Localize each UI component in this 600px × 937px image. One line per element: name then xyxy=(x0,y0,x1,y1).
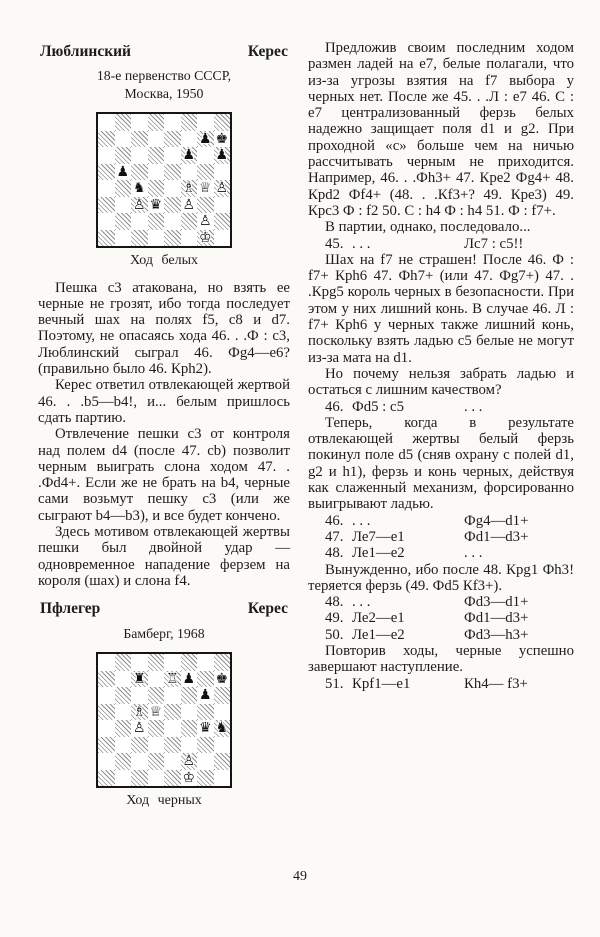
chess-piece-wp: ♙ xyxy=(182,196,196,213)
board-square-h6 xyxy=(214,687,231,704)
game1-chessboard xyxy=(96,112,232,248)
board-square-d6 xyxy=(148,147,165,164)
black-move: Лс7 : с5!! xyxy=(464,235,524,252)
board-square-d2 xyxy=(148,753,165,770)
game1-header xyxy=(40,44,288,60)
chess-piece-wb: ♗ xyxy=(132,703,146,720)
board-square-d7 xyxy=(148,671,165,688)
white-move: Ле1—е2 xyxy=(352,545,405,562)
board-square-g7 xyxy=(197,671,214,688)
board-square-g1 xyxy=(197,230,214,247)
move-number: 49. xyxy=(325,610,344,627)
board-square-a4 xyxy=(98,720,115,737)
chess-piece-bp: ♟ xyxy=(182,147,196,164)
white-move: Ле7—е1 xyxy=(352,528,405,545)
board-square-f2 xyxy=(181,753,198,770)
board-square-h2 xyxy=(214,213,231,230)
left-column-text xyxy=(38,280,290,590)
board-square-g1 xyxy=(197,770,214,787)
board-square-c8 xyxy=(131,114,148,131)
move-line xyxy=(308,529,574,545)
board-square-g3 xyxy=(197,737,214,754)
board-square-b7 xyxy=(115,131,132,148)
board-square-e4 xyxy=(164,720,181,737)
board-square-c3 xyxy=(131,737,148,754)
board-square-f6 xyxy=(181,687,198,704)
game1-event xyxy=(38,67,290,102)
board-square-e6 xyxy=(164,687,181,704)
move-number: 48. xyxy=(325,545,344,562)
board-square-d5 xyxy=(148,704,165,721)
paragraph: Шах на f7 не страшен! После 46. Ф : f7+ Крh6 47. Фh7+ (или 47. Фg7+) 47. . .Крg5 король черных в безопасности. При этом у них лишний конь. В случае 46. Л : f7+ Крh6 у черных также лишний конь, поскольку взять ладью с5 белые не могут из-за мата на d1. xyxy=(308,251,574,366)
board-square-h1 xyxy=(214,230,231,247)
board-square-d8 xyxy=(148,654,165,671)
move-number: 46. xyxy=(325,512,344,529)
right-column xyxy=(308,40,574,809)
board-square-f2 xyxy=(181,213,198,230)
board-square-h5 xyxy=(214,704,231,721)
chess-piece-wp: ♙ xyxy=(182,753,196,770)
board-square-b4 xyxy=(115,180,132,197)
board-square-a2 xyxy=(98,213,115,230)
chess-piece-bp: ♟ xyxy=(198,130,212,147)
move-line xyxy=(308,594,574,610)
board-square-f7 xyxy=(181,671,198,688)
game2-section xyxy=(38,601,290,809)
game1-section xyxy=(38,44,290,270)
chess-piece-wr: ♖ xyxy=(165,670,179,687)
white-move: . . . xyxy=(352,594,371,611)
board-square-a8 xyxy=(98,654,115,671)
board-square-a7 xyxy=(98,671,115,688)
board-square-b2 xyxy=(115,213,132,230)
white-move: Фd5 : с5 xyxy=(352,398,404,415)
board-square-b5 xyxy=(115,704,132,721)
board-square-h3 xyxy=(214,737,231,754)
board-square-g6 xyxy=(197,147,214,164)
game2-white-player: Пфлегер xyxy=(40,600,101,618)
board-square-b1 xyxy=(115,770,132,787)
board-square-e6 xyxy=(164,147,181,164)
white-move: Крf1—е1 xyxy=(352,675,411,692)
board-square-b4 xyxy=(115,720,132,737)
board-square-e2 xyxy=(164,753,181,770)
board-square-b8 xyxy=(115,114,132,131)
board-square-b7 xyxy=(115,671,132,688)
chess-piece-wq: ♕ xyxy=(198,180,212,197)
board-square-c7 xyxy=(131,131,148,148)
paragraph: Пешка с3 атакована, но взять ее черные не грозят, ибо тогда последует вечный шах на полях f5, с8 и d7. Поэтому, не опасаясь хода 46. . .Ф : с3, Люблинский сыграл 46. Фg4—е6? (правильно было 46. Крh2). xyxy=(38,279,290,378)
board-square-d6 xyxy=(148,687,165,704)
board-square-c1 xyxy=(131,770,148,787)
board-square-h3 xyxy=(214,197,231,214)
board-square-e4 xyxy=(164,180,181,197)
board-square-e1 xyxy=(164,770,181,787)
board-square-g8 xyxy=(197,114,214,131)
board-square-g4 xyxy=(197,720,214,737)
board-square-b6 xyxy=(115,687,132,704)
move-line xyxy=(308,676,574,692)
event-line: Бамберг, 1968 xyxy=(123,625,205,641)
board-square-a6 xyxy=(98,687,115,704)
board-square-a3 xyxy=(98,737,115,754)
board-square-h4 xyxy=(214,180,231,197)
game2-black-player: Керес xyxy=(247,600,288,618)
board-square-g6 xyxy=(197,687,214,704)
chess-piece-wk: ♔ xyxy=(182,769,196,786)
page-number: 49 xyxy=(293,869,307,884)
left-column xyxy=(38,40,290,809)
white-move: . . . xyxy=(352,512,371,529)
board-square-f7 xyxy=(181,131,198,148)
board-square-b3 xyxy=(115,197,132,214)
black-move: Фd1—d3+ xyxy=(464,528,529,545)
black-move: . . . xyxy=(464,398,483,415)
chess-piece-bk: ♚ xyxy=(215,130,229,147)
board-square-a5 xyxy=(98,704,115,721)
board-square-f3 xyxy=(181,197,198,214)
board-square-h8 xyxy=(214,654,231,671)
board-square-f1 xyxy=(181,230,198,247)
chess-piece-wp: ♙ xyxy=(132,720,146,737)
board-square-c4 xyxy=(131,720,148,737)
board-square-e7 xyxy=(164,131,181,148)
chess-piece-br: ♜ xyxy=(132,670,146,687)
board-square-d1 xyxy=(148,770,165,787)
board-square-c6 xyxy=(131,147,148,164)
board-square-a8 xyxy=(98,114,115,131)
board-square-c2 xyxy=(131,753,148,770)
board-square-h8 xyxy=(214,114,231,131)
chess-piece-bp: ♟ xyxy=(198,687,212,704)
move-line xyxy=(308,627,574,643)
board-square-c6 xyxy=(131,687,148,704)
black-move: Фd1—d3+ xyxy=(464,610,529,627)
paragraph: Здесь мотивом отвлекающей жертвы пешки был двойной удар — одновременное нападение ферзем на короля (шах) и слона f4. xyxy=(38,524,290,589)
board-square-h7 xyxy=(214,131,231,148)
chess-piece-bk: ♚ xyxy=(215,670,229,687)
paragraph: Теперь, когда в результате отвлекающей жертвы белый ферзь покинул поле d5 (сняв охрану с полей d1, g2 и h1), ферзь и конь черных, действуя как слаженный механизм, форсированно выигрывают ладью. xyxy=(308,414,574,513)
chess-piece-bq: ♛ xyxy=(149,196,163,213)
paragraph: Предложив своим последним ходом размен ладей на е7, белые полагали, что из-за угрозы взятия на f7 выбора у черных нет. После же 45. . .Л : е7 46. С : е7 централизованный ферзь белых надежно защищает поля d1 и g2. При проходной «с» больше чем на ничью рассчитывать черным не приходится. Например, 46. . .Фh3+ 47. Кре2 Фg4+ 48. Крd2 Фf4+ (48. . .Кf3+? 49. Кре3) 49. Крс3 Ф : f2 50. С : h4 Ф : h4 51. Ф : f7+. xyxy=(308,40,574,219)
move-number: 47. xyxy=(325,528,344,545)
paragraph: Отвлечение пешки с3 от контроля над полем d4 (после 47. cb) позволит черным выиграть слона ходом 47. . .Фd4+. Если же не брать на b4, черные сами возьмут пешку с3 (или же сыграют b4—b3), и все будет кончено. xyxy=(38,426,290,524)
board-square-d3 xyxy=(148,197,165,214)
board-square-f1 xyxy=(181,770,198,787)
game1-black-player: Керес xyxy=(247,43,288,60)
board-square-d3 xyxy=(148,737,165,754)
game2-event xyxy=(38,625,290,643)
move-number: 51. xyxy=(325,675,344,692)
event-line: Москва, 1950 xyxy=(124,85,204,101)
board-square-f3 xyxy=(181,737,198,754)
move-number: 50. xyxy=(325,626,344,643)
chess-piece-bp: ♟ xyxy=(116,163,130,180)
board-square-g3 xyxy=(197,197,214,214)
chess-piece-wp: ♙ xyxy=(132,196,146,213)
white-move: Ле2—е1 xyxy=(352,610,405,627)
board-square-e1 xyxy=(164,230,181,247)
board-square-d2 xyxy=(148,213,165,230)
board-square-d7 xyxy=(148,131,165,148)
board-square-f5 xyxy=(181,704,198,721)
board-square-g2 xyxy=(197,213,214,230)
board-square-c5 xyxy=(131,164,148,181)
chess-piece-bq: ♛ xyxy=(198,720,212,737)
move-line xyxy=(308,513,574,529)
board-square-h7 xyxy=(214,671,231,688)
board-square-f8 xyxy=(181,654,198,671)
board-square-c3 xyxy=(131,197,148,214)
board-square-f6 xyxy=(181,147,198,164)
chess-piece-bn: ♞ xyxy=(132,180,146,197)
board-square-h6 xyxy=(214,147,231,164)
board-square-b5 xyxy=(115,164,132,181)
move-line xyxy=(308,610,574,626)
board-square-f8 xyxy=(181,114,198,131)
board-square-e7 xyxy=(164,671,181,688)
board-square-b3 xyxy=(115,737,132,754)
chess-piece-wp: ♙ xyxy=(198,213,212,230)
board-square-g4 xyxy=(197,180,214,197)
chess-piece-wp: ♙ xyxy=(215,180,229,197)
board-square-c1 xyxy=(131,230,148,247)
game2-chessboard xyxy=(96,652,232,788)
board-square-a1 xyxy=(98,230,115,247)
board-square-g5 xyxy=(197,704,214,721)
paragraph: Вынужденно, ибо после 48. Крg1 Фh3! теряется ферзь (49. Фd5 Кf3+). xyxy=(308,561,574,594)
event-line: 18-е первенство СССР, xyxy=(96,68,232,84)
move-number: 46. xyxy=(325,398,344,415)
black-move: Фd3—d1+ xyxy=(464,594,529,611)
board-square-a3 xyxy=(98,197,115,214)
game1-caption: Ход белых xyxy=(130,253,198,269)
board-square-g8 xyxy=(197,654,214,671)
board-square-e2 xyxy=(164,213,181,230)
move-line xyxy=(308,236,574,252)
board-square-d5 xyxy=(148,164,165,181)
board-square-e3 xyxy=(164,737,181,754)
chess-piece-bn: ♞ xyxy=(215,720,229,737)
board-square-h1 xyxy=(214,770,231,787)
board-square-a7 xyxy=(98,131,115,148)
move-line xyxy=(308,545,574,561)
board-square-a6 xyxy=(98,147,115,164)
board-square-a4 xyxy=(98,180,115,197)
board-square-h2 xyxy=(214,753,231,770)
board-square-b1 xyxy=(115,230,132,247)
board-square-e3 xyxy=(164,197,181,214)
game2-caption: Ход черных xyxy=(126,793,202,809)
board-square-b2 xyxy=(115,753,132,770)
chess-piece-wq: ♕ xyxy=(149,703,163,720)
board-square-f4 xyxy=(181,720,198,737)
board-square-f5 xyxy=(181,164,198,181)
game2-header xyxy=(40,601,288,617)
paragraph: Керес ответил отвлекающей жертвой 46. . .b5—b4!, и... белым пришлось сдать партию. xyxy=(38,377,290,426)
game1-white-player: Люблинский xyxy=(40,43,131,60)
board-square-g5 xyxy=(197,164,214,181)
move-number: 48. xyxy=(325,594,344,611)
board-square-c7 xyxy=(131,671,148,688)
board-square-c8 xyxy=(131,654,148,671)
board-square-c2 xyxy=(131,213,148,230)
move-line xyxy=(308,399,574,415)
board-square-e5 xyxy=(164,704,181,721)
black-move: Фd3—h3+ xyxy=(464,626,529,643)
board-square-e5 xyxy=(164,164,181,181)
chess-piece-wb: ♗ xyxy=(182,180,196,197)
white-move: . . . xyxy=(352,235,371,252)
board-square-d4 xyxy=(148,180,165,197)
board-square-g2 xyxy=(197,753,214,770)
board-square-a2 xyxy=(98,753,115,770)
board-square-c5 xyxy=(131,704,148,721)
chess-piece-bp: ♟ xyxy=(215,147,229,164)
board-square-b8 xyxy=(115,654,132,671)
board-square-f4 xyxy=(181,180,198,197)
board-square-d1 xyxy=(148,230,165,247)
board-square-a5 xyxy=(98,164,115,181)
black-move: Кh4— f3+ xyxy=(464,675,528,692)
board-square-d4 xyxy=(148,720,165,737)
board-square-a1 xyxy=(98,770,115,787)
board-square-h5 xyxy=(214,164,231,181)
board-square-e8 xyxy=(164,654,181,671)
paragraph: Но почему нельзя забрать ладью и остаться с лишним качеством? xyxy=(308,365,574,399)
paragraph: В партии, однако, последовало... xyxy=(325,219,531,236)
chess-piece-wk: ♔ xyxy=(198,229,212,246)
board-square-g7 xyxy=(197,131,214,148)
board-square-e8 xyxy=(164,114,181,131)
paragraph: Повторив ходы, черные успешно завершают наступление. xyxy=(308,642,574,676)
board-square-b6 xyxy=(115,147,132,164)
move-number: 45. xyxy=(325,235,344,252)
board-square-d8 xyxy=(148,114,165,131)
chess-piece-bp: ♟ xyxy=(182,670,196,687)
white-move: Ле1—е2 xyxy=(352,626,405,643)
board-square-c4 xyxy=(131,180,148,197)
board-square-h4 xyxy=(214,720,231,737)
black-move: . . . xyxy=(464,545,483,562)
black-move: Фg4—d1+ xyxy=(464,512,529,529)
